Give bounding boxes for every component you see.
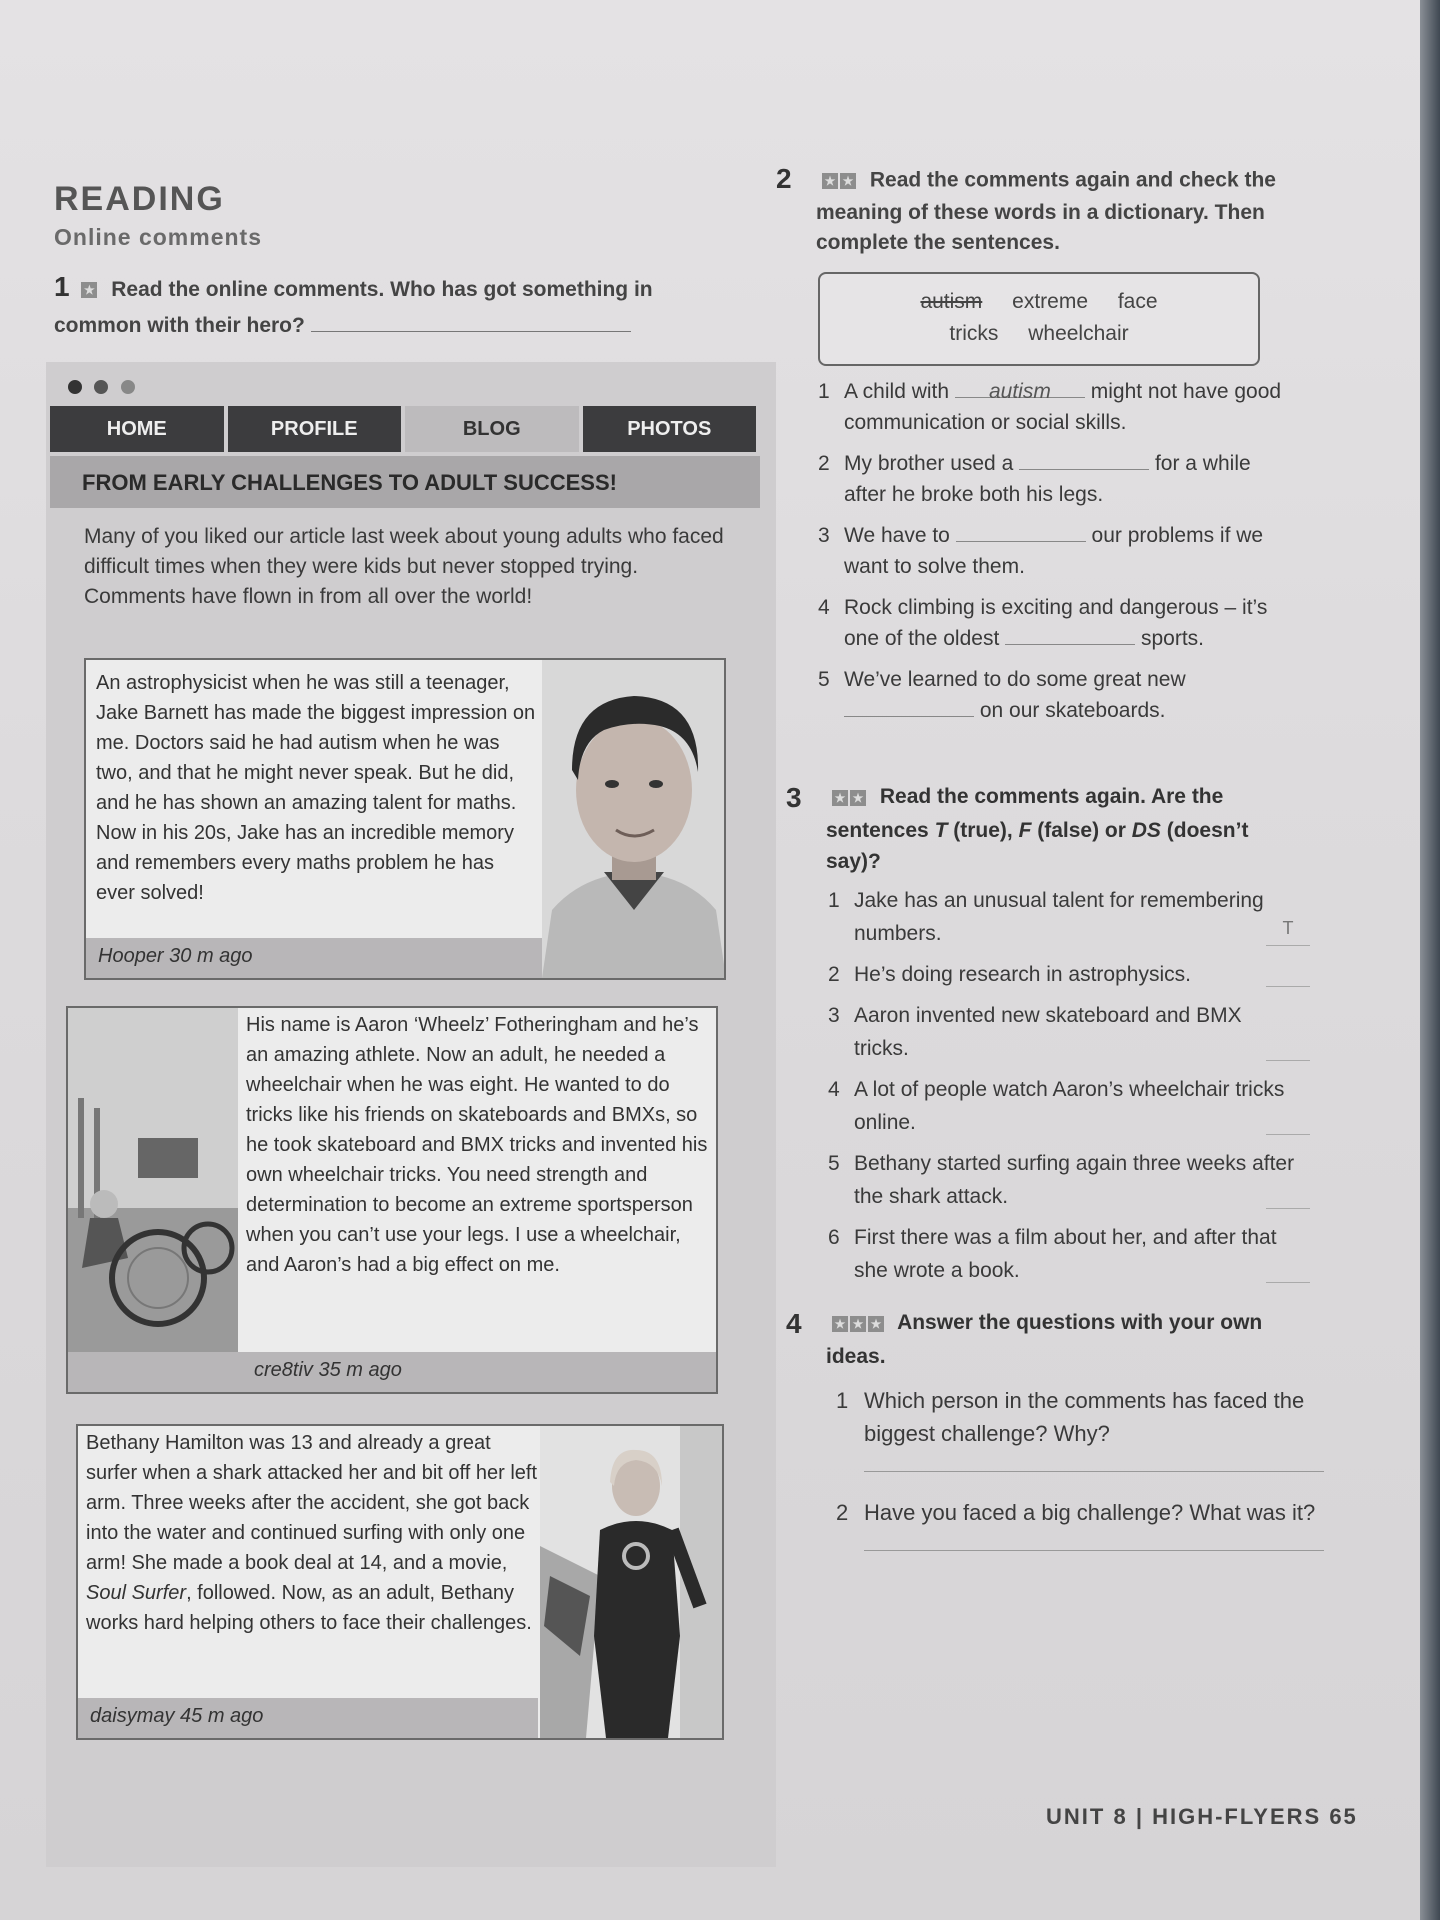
sentence-item [818, 448, 1288, 510]
item-number: 2 [836, 1500, 849, 1525]
section-subtitle: Online comments [54, 224, 262, 250]
word: autism [920, 290, 983, 313]
answer-blank[interactable] [956, 520, 1086, 542]
item-number: 5 [818, 668, 830, 691]
difficulty-icon: ★ [81, 271, 99, 305]
exercise-1 [54, 270, 704, 343]
window-dots [68, 380, 143, 399]
exercise-2 [776, 164, 1336, 258]
tf-answer[interactable] [1266, 986, 1310, 987]
item-number: 3 [818, 524, 830, 547]
item-number: 1 [836, 1388, 849, 1413]
question-item [836, 1384, 1326, 1472]
page-number: 65 [1329, 1804, 1358, 1829]
item-number: 4 [828, 1078, 840, 1101]
answer-blank[interactable] [311, 331, 631, 332]
item-number: 4 [818, 596, 830, 619]
photo-aaron [68, 1008, 238, 1354]
item-number: 1 [818, 380, 830, 403]
statement-text: A lot of people watch Aaron’s wheelchair tricks online. [854, 1078, 1285, 1134]
article-intro: Many of you liked our article last week about young adults who faced difficult times when they were kids but never stopped trying. Comments have flown in from all over the world! [84, 525, 724, 608]
statement-text: Bethany started surfing again three weeks after the shark attack. [854, 1152, 1295, 1208]
difficulty-icon: ★ ★ [822, 164, 858, 194]
nav-home[interactable]: HOME [50, 406, 224, 452]
site-nav [50, 406, 760, 452]
comment-bethany [76, 1424, 724, 1740]
comment-text-part: , followed. Now, as an adult, Bethany works hard helping others to face their challenges. [86, 1582, 532, 1634]
unit-label: UNIT 8 [1046, 1804, 1128, 1829]
tf-answer[interactable] [1266, 1208, 1310, 1209]
statement-item [828, 884, 1298, 950]
answer-line[interactable] [864, 1468, 1324, 1472]
sentence-text: our problems if we want to solve them. [844, 524, 1264, 578]
item-number: 5 [828, 1152, 840, 1175]
comment-text: His name is Aaron ‘Wheelz’ Fotheringham and he’s an amazing athlete. Now an adult, he needed a wheelchair when he was eight. He wanted to do tricks like his friends on skateboards and BMXs, so he took skateboard and BMX tricks and invented his own wheelchair tricks. You need strength and determination to become an extreme sportsperson when you can’t use your legs. I use a wheelchair, and Aaron’s had a big effect on me. [246, 1014, 708, 1276]
section-title: READING [54, 180, 225, 218]
statement-text: First there was a film about her, and after that she wrote a book. [854, 1226, 1277, 1282]
item-number: 2 [818, 452, 830, 475]
question-text: Have you faced a big challenge? What was it? [864, 1500, 1316, 1525]
exercise-instruction: Read the online comments. Who has got something in common with their hero? [54, 278, 653, 338]
comment-text: An astrophysicist when he was still a teenager, Jake Barnett has made the biggest impression on me. Doctors said he had autism when he was two, and that he might never speak. But he did, and he has shown an amazing talent for maths. Now in his 20s, Jake has an incredible memory and remembers every maths problem he has ever solved! [96, 672, 536, 904]
question-item [836, 1496, 1326, 1551]
sentence-text: sports. [1140, 627, 1205, 650]
item-number: 1 [828, 889, 840, 912]
answer-blank[interactable] [844, 695, 974, 717]
sentence-text: for a while after he broke both his legs. [844, 452, 1251, 506]
sentence-item [818, 376, 1288, 438]
sentence-text: We have to [844, 524, 950, 547]
exercise-instruction: (false) or [1031, 819, 1132, 842]
exercise-number: 2 [776, 163, 792, 194]
exercise-instruction: Read the comments again. Are the sentences [826, 785, 1224, 842]
word: wheelchair [1028, 322, 1129, 345]
word: extreme [1012, 290, 1088, 313]
page-edge [1420, 0, 1440, 1920]
item-number: 6 [828, 1226, 840, 1249]
photo-jake [542, 660, 726, 978]
exercise-number: 3 [786, 782, 802, 813]
nav-profile[interactable]: PROFILE [228, 406, 402, 452]
dot-icon [94, 380, 108, 394]
statement-item [828, 958, 1298, 991]
statement-item [828, 1073, 1298, 1139]
statement-text: Jake has an unusual talent for remembering numbers. [854, 889, 1264, 945]
ex3-statements [828, 884, 1298, 1295]
sentence-item [818, 520, 1288, 582]
tf-answer[interactable]: T [1266, 912, 1310, 946]
statement-item [828, 999, 1298, 1065]
photo-bethany [540, 1426, 724, 1738]
word: face [1117, 290, 1158, 313]
answer-blank[interactable] [1005, 623, 1135, 645]
answer-blank[interactable] [1019, 448, 1149, 470]
sentence-text: Rock climbing is exciting and dangerous – it’s one of the oldest [844, 596, 1268, 650]
dot-icon [68, 380, 82, 394]
question-text: Which person in the comments has faced the biggest challenge? Why? [864, 1388, 1305, 1446]
exercise-instruction: (doesn’t say)? [826, 819, 1249, 873]
nav-blog[interactable]: BLOG [405, 406, 579, 452]
false-code: F [1018, 819, 1032, 842]
comment-author: Hooper 30 m ago [86, 938, 546, 978]
comment-text [86, 1428, 546, 1638]
answer-blank[interactable]: autism [955, 376, 1085, 398]
difficulty-icon: ★ ★ [832, 780, 868, 811]
sentence-text: My brother used a [844, 452, 1014, 475]
sentence-text: might not have good communication or social skills. [844, 380, 1282, 434]
tf-answer[interactable] [1266, 1282, 1310, 1283]
ex2-sentences [818, 376, 1288, 736]
answer-line[interactable] [864, 1547, 1324, 1551]
sentence-text: We’ve learned to do some great new [844, 668, 1186, 691]
word-box [818, 272, 1260, 366]
item-number: 2 [828, 963, 840, 986]
comment-author: daisymay 45 m ago [78, 1698, 538, 1738]
comment-jake [84, 658, 726, 980]
doesnt-say-code: DS [1131, 819, 1161, 842]
sentence-text: on our skateboards. [979, 699, 1166, 722]
word: tricks [949, 322, 999, 345]
comment-text-part: Bethany Hamilton was 13 and already a great surfer when a shark attacked her and bit off her left arm. Three weeks after the accident, she got back into the water and continued surfing with only one arm! She made a book deal at 14, and a movie, [86, 1432, 537, 1574]
page-footer [1046, 1804, 1358, 1830]
statement-item [828, 1147, 1298, 1213]
difficulty-icon: ★ ★ ★ [832, 1306, 886, 1337]
sentence-text: A child with [844, 380, 950, 403]
movie-title: Soul Surfer [86, 1582, 187, 1604]
website-panel [46, 362, 776, 1867]
exercise-instruction: Answer the questions with your own ideas. [826, 1311, 1263, 1368]
exercise-number: 1 [54, 271, 70, 302]
comment-author: cre8tiv 35 m ago [68, 1352, 718, 1392]
sentence-item [818, 592, 1288, 654]
comment-aaron [66, 1006, 718, 1394]
nav-photos[interactable]: PHOTOS [583, 406, 757, 452]
tf-answer[interactable] [1266, 1060, 1310, 1061]
exercise-instruction: Read the comments again and check the meaning of these words in a dictionary. Then complete the sentences. [816, 168, 1276, 254]
ex4-questions [836, 1384, 1326, 1575]
article-headline: FROM EARLY CHALLENGES TO ADULT SUCCESS! [50, 456, 760, 508]
unit-title: HIGH-FLYERS [1152, 1804, 1322, 1829]
item-number: 3 [828, 1004, 840, 1027]
footer-separator: | [1135, 1804, 1144, 1829]
exercise-instruction: (true), [947, 819, 1019, 842]
statement-item [828, 1221, 1298, 1287]
exercise-3 [786, 780, 1306, 877]
statement-text: Aaron invented new skateboard and BMX tricks. [854, 1004, 1242, 1060]
exercise-number: 4 [786, 1308, 802, 1339]
true-code: T [934, 819, 948, 842]
dot-icon [121, 380, 135, 394]
statement-text: He’s doing research in astrophysics. [854, 963, 1191, 986]
sentence-item [818, 664, 1288, 726]
exercise-4 [786, 1306, 1306, 1372]
tf-answer[interactable] [1266, 1134, 1310, 1135]
